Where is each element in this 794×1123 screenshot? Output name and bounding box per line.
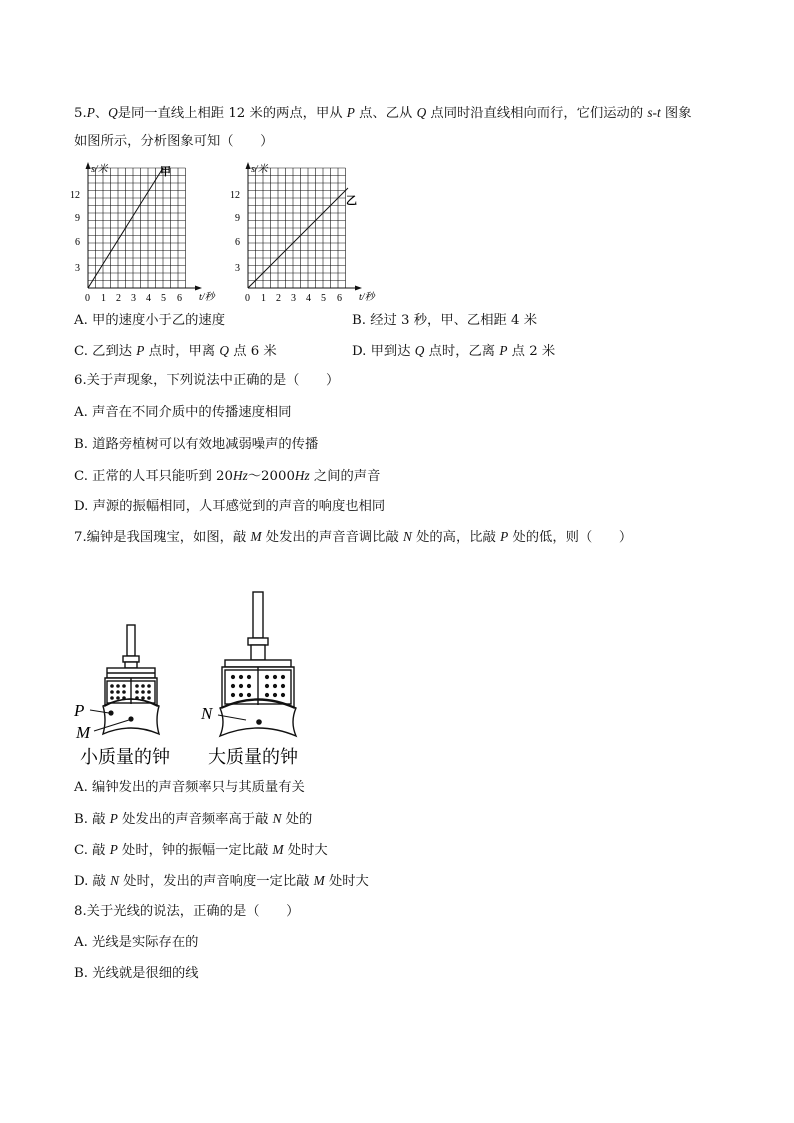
point-n-dot bbox=[256, 719, 262, 725]
graph-yi-ytick-9: 9 bbox=[235, 213, 240, 224]
graph-yi-xtick-4: 4 bbox=[306, 293, 311, 304]
pointer-m bbox=[94, 720, 129, 731]
q5-option-d[interactable]: D. 甲到达 Q 点时，乙离 P 点 2 米 bbox=[352, 343, 556, 359]
q8-option-a[interactable]: A. 光线是实际存在的 bbox=[74, 935, 199, 950]
q7-option-c[interactable]: C. 敲 P 处时，钟的振幅一定比敲 M 处时大 bbox=[74, 842, 328, 858]
q5-option-a[interactable]: A. 甲的速度小于乙的速度 bbox=[74, 313, 226, 328]
graph-jia-xtick-5: 5 bbox=[161, 293, 166, 304]
label-p: P bbox=[74, 701, 85, 720]
graph-yi-xtick-6: 6 bbox=[337, 293, 342, 304]
graph-jia-xtick-4: 4 bbox=[146, 293, 151, 304]
pointer-p bbox=[90, 710, 109, 713]
label-n: N bbox=[201, 704, 213, 723]
q7-option-b[interactable]: B. 敲 P 处发出的声音频率高于敲 N 处的 bbox=[74, 811, 313, 827]
q7-stem: 7.编钟是我国瑰宝，如图，敲 M 处发出的声音音调比敲 N 处的高，比敲 P 处的低，则（ ） bbox=[74, 529, 633, 545]
q6-option-b[interactable]: B. 道路旁植树可以有效地减弱噪声的传播 bbox=[74, 437, 319, 452]
point-p-dot bbox=[108, 710, 113, 715]
graph-yi-xtick-2: 2 bbox=[276, 293, 281, 304]
graph-yi-ylabel: s/米 bbox=[251, 164, 268, 175]
graph-yi-xtick-3: 3 bbox=[291, 293, 296, 304]
graph-jia-ylabel: s/米 bbox=[91, 164, 108, 175]
graph-yi-ytick-12: 12 bbox=[230, 190, 240, 201]
graph-yi-xtick-0: 0 bbox=[245, 293, 250, 304]
graph-jia-ytick-12: 12 bbox=[70, 190, 80, 201]
label-m: M bbox=[76, 723, 91, 742]
large-bell-caption: 大质量的钟 bbox=[208, 747, 298, 767]
q6-stem: 6.关于声现象，下列说法中正确的是（ ） bbox=[74, 373, 340, 388]
small-bell bbox=[105, 625, 157, 706]
q5-stem-line2: 如图所示，分析图象可知（ ） bbox=[74, 134, 274, 149]
graph-jia-xtick-1: 1 bbox=[101, 293, 106, 304]
q6-option-a[interactable]: A. 声音在不同介质中的传播速度相同 bbox=[74, 405, 292, 420]
graph-jia-ytick-6: 6 bbox=[75, 237, 80, 248]
graph-jia bbox=[66, 160, 226, 306]
large-bell bbox=[222, 592, 294, 708]
graph-jia-ytick-3: 3 bbox=[75, 263, 80, 274]
graph-jia-xtick-2: 2 bbox=[116, 293, 121, 304]
graph-yi-x-arrow bbox=[355, 286, 362, 291]
graph-jia-grid bbox=[88, 168, 186, 288]
graph-jia-curve-label: 甲 bbox=[160, 166, 171, 178]
q7-option-d[interactable]: D. 敲 N 处时，发出的声音响度一定比敲 M 处时大 bbox=[74, 873, 369, 889]
q5-option-c[interactable]: C. 乙到达 P 点时，甲离 Q 点 6 米 bbox=[74, 343, 277, 359]
q8-stem: 8.关于光线的说法，正确的是（ ） bbox=[74, 904, 300, 919]
graph-yi-curve-label: 乙 bbox=[346, 195, 357, 207]
graph-jia-ytick-9: 9 bbox=[75, 213, 80, 224]
graph-yi-xlabel: t/秒 bbox=[359, 292, 375, 303]
graph-jia-y-arrow bbox=[86, 162, 91, 169]
graph-yi-ytick-6: 6 bbox=[235, 237, 240, 248]
q5-stem-line1: 5.P、Q是同一直线上相距 12 米的两点，甲从 P 点、乙从 Q 点同时沿直线相向而行，它们运动的 s-t 图象 bbox=[74, 105, 692, 121]
graph-jia-xlabel: t/秒 bbox=[199, 292, 215, 303]
small-bell-caption: 小质量的钟 bbox=[80, 747, 170, 767]
graph-yi-xtick-1: 1 bbox=[261, 293, 266, 304]
graph-yi-grid bbox=[248, 168, 346, 288]
point-m-dot bbox=[128, 716, 133, 721]
graph-jia-xtick-6: 6 bbox=[177, 293, 182, 304]
graph-jia-xtick-0: 0 bbox=[85, 293, 90, 304]
graph-yi-xtick-5: 5 bbox=[321, 293, 326, 304]
graph-jia-xtick-3: 3 bbox=[131, 293, 136, 304]
bells-figure bbox=[70, 588, 330, 768]
q8-option-b[interactable]: B. 光线就是很细的线 bbox=[74, 966, 199, 981]
q7-option-a[interactable]: A. 编钟发出的声音频率只与其质量有关 bbox=[74, 780, 305, 795]
graph-jia-x-arrow bbox=[195, 286, 202, 291]
q6-option-c[interactable]: C. 正常的人耳只能听到 20Hz～2000Hz 之间的声音 bbox=[74, 468, 381, 484]
graph-yi-y-arrow bbox=[246, 162, 251, 169]
q5-option-b[interactable]: B. 经过 3 秒，甲、乙相距 4 米 bbox=[352, 313, 538, 328]
graph-yi-ytick-3: 3 bbox=[235, 263, 240, 274]
q6-option-d[interactable]: D. 声源的振幅相同，人耳感觉到的声音的响度也相同 bbox=[74, 499, 386, 514]
graph-yi bbox=[226, 160, 386, 306]
